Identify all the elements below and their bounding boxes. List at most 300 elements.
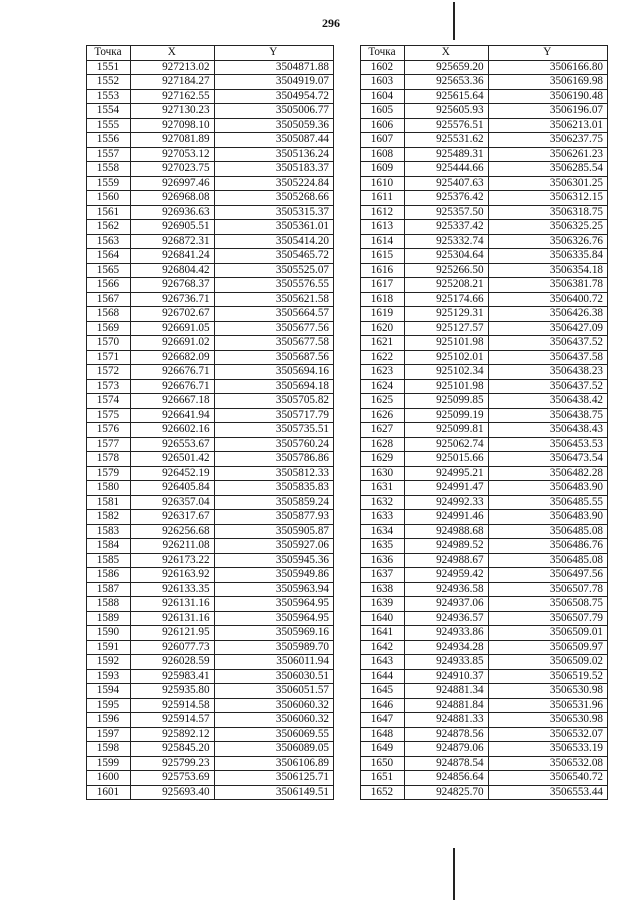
cell-x: 925129.31 bbox=[404, 307, 488, 322]
cell-x: 926553.67 bbox=[130, 437, 214, 452]
table-row bbox=[87, 582, 334, 597]
cell-x: 925914.57 bbox=[130, 713, 214, 728]
cell-y: 3506011.94 bbox=[214, 655, 333, 670]
cell-point: 1637 bbox=[361, 568, 405, 583]
cell-point: 1612 bbox=[361, 205, 405, 220]
cell-x: 926121.95 bbox=[130, 626, 214, 641]
cell-x: 926936.63 bbox=[130, 205, 214, 220]
table-row bbox=[361, 118, 608, 133]
cell-y: 3506125.71 bbox=[214, 771, 333, 786]
cell-x: 925659.20 bbox=[404, 60, 488, 75]
cell-point: 1598 bbox=[87, 742, 131, 757]
cell-y: 3505687.56 bbox=[214, 350, 333, 365]
cell-x: 926211.08 bbox=[130, 539, 214, 554]
cell-x: 925357.50 bbox=[404, 205, 488, 220]
cell-x: 926682.09 bbox=[130, 350, 214, 365]
cell-point: 1563 bbox=[87, 234, 131, 249]
cell-point: 1627 bbox=[361, 423, 405, 438]
cell-point: 1609 bbox=[361, 162, 405, 177]
table-row bbox=[87, 553, 334, 568]
cell-point: 1568 bbox=[87, 307, 131, 322]
cell-y: 3506453.53 bbox=[488, 437, 607, 452]
table-row bbox=[87, 307, 334, 322]
cell-x: 925101.98 bbox=[404, 379, 488, 394]
cell-point: 1649 bbox=[361, 742, 405, 757]
cell-point: 1588 bbox=[87, 597, 131, 612]
cell-x: 924878.56 bbox=[404, 727, 488, 742]
table-row bbox=[361, 727, 608, 742]
cell-y: 3506237.75 bbox=[488, 133, 607, 148]
cell-point: 1604 bbox=[361, 89, 405, 104]
cell-point: 1583 bbox=[87, 524, 131, 539]
table-row bbox=[87, 89, 334, 104]
cell-point: 1651 bbox=[361, 771, 405, 786]
cell-x: 925208.21 bbox=[404, 278, 488, 293]
table-row bbox=[87, 278, 334, 293]
cell-y: 3505465.72 bbox=[214, 249, 333, 264]
table-row bbox=[87, 597, 334, 612]
cell-x: 924910.37 bbox=[404, 669, 488, 684]
cell-x: 924988.68 bbox=[404, 524, 488, 539]
cell-point: 1610 bbox=[361, 176, 405, 191]
cell-y: 3506485.08 bbox=[488, 524, 607, 539]
cell-x: 926028.59 bbox=[130, 655, 214, 670]
cell-point: 1624 bbox=[361, 379, 405, 394]
cell-x: 926676.71 bbox=[130, 365, 214, 380]
cell-point: 1640 bbox=[361, 611, 405, 626]
cell-x: 924881.33 bbox=[404, 713, 488, 728]
cell-y: 3505136.24 bbox=[214, 147, 333, 162]
cell-x: 926768.37 bbox=[130, 278, 214, 293]
cell-y: 3506312.15 bbox=[488, 191, 607, 206]
cell-y: 3505735.51 bbox=[214, 423, 333, 438]
table-row bbox=[361, 698, 608, 713]
cell-y: 3505945.36 bbox=[214, 553, 333, 568]
cell-point: 1566 bbox=[87, 278, 131, 293]
cell-x: 924881.34 bbox=[404, 684, 488, 699]
cell-x: 927023.75 bbox=[130, 162, 214, 177]
table-row bbox=[87, 626, 334, 641]
table-row bbox=[361, 249, 608, 264]
cell-x: 924878.54 bbox=[404, 756, 488, 771]
margin-line-top bbox=[453, 2, 455, 40]
cell-point: 1601 bbox=[87, 785, 131, 800]
table-row bbox=[87, 60, 334, 75]
cell-y: 3505812.33 bbox=[214, 466, 333, 481]
cell-point: 1595 bbox=[87, 698, 131, 713]
cell-y: 3505760.24 bbox=[214, 437, 333, 452]
cell-point: 1591 bbox=[87, 640, 131, 655]
table-row bbox=[361, 437, 608, 452]
cell-x: 924989.52 bbox=[404, 539, 488, 554]
cell-point: 1555 bbox=[87, 118, 131, 133]
table-row bbox=[87, 423, 334, 438]
cell-y: 3506285.54 bbox=[488, 162, 607, 177]
cell-x: 925127.57 bbox=[404, 321, 488, 336]
cell-point: 1587 bbox=[87, 582, 131, 597]
cell-y: 3506438.43 bbox=[488, 423, 607, 438]
cell-point: 1616 bbox=[361, 263, 405, 278]
table-header-row bbox=[87, 46, 334, 61]
table-row bbox=[361, 234, 608, 249]
table-row bbox=[361, 626, 608, 641]
table-row bbox=[361, 713, 608, 728]
cell-y: 3506483.90 bbox=[488, 481, 607, 496]
cell-x: 925174.66 bbox=[404, 292, 488, 307]
table-row bbox=[361, 423, 608, 438]
cell-point: 1631 bbox=[361, 481, 405, 496]
cell-point: 1594 bbox=[87, 684, 131, 699]
cell-y: 3506438.42 bbox=[488, 394, 607, 409]
cell-x: 926501.42 bbox=[130, 452, 214, 467]
cell-y: 3505677.56 bbox=[214, 321, 333, 336]
table-row bbox=[87, 191, 334, 206]
cell-x: 925332.74 bbox=[404, 234, 488, 249]
cell-y: 3506089.05 bbox=[214, 742, 333, 757]
table-row bbox=[361, 756, 608, 771]
cell-x: 926077.73 bbox=[130, 640, 214, 655]
cell-point: 1599 bbox=[87, 756, 131, 771]
table-row bbox=[87, 669, 334, 684]
table-row bbox=[87, 104, 334, 119]
table-row bbox=[361, 220, 608, 235]
cell-point: 1596 bbox=[87, 713, 131, 728]
cell-y: 3506437.58 bbox=[488, 350, 607, 365]
table-row bbox=[361, 147, 608, 162]
table-row bbox=[361, 191, 608, 206]
table-row bbox=[87, 640, 334, 655]
cell-point: 1561 bbox=[87, 205, 131, 220]
cell-y: 3506509.02 bbox=[488, 655, 607, 670]
table-row bbox=[361, 60, 608, 75]
cell-point: 1614 bbox=[361, 234, 405, 249]
cell-x: 924936.58 bbox=[404, 582, 488, 597]
cell-y: 3506190.48 bbox=[488, 89, 607, 104]
coordinates-table-left bbox=[86, 45, 334, 800]
table-row bbox=[87, 481, 334, 496]
cell-y: 3505964.95 bbox=[214, 611, 333, 626]
cell-y: 3506060.32 bbox=[214, 698, 333, 713]
cell-x: 926131.16 bbox=[130, 611, 214, 626]
cell-y: 3505414.20 bbox=[214, 234, 333, 249]
cell-x: 924825.70 bbox=[404, 785, 488, 800]
cell-x: 925914.58 bbox=[130, 698, 214, 713]
cell-point: 1553 bbox=[87, 89, 131, 104]
cell-x: 924879.06 bbox=[404, 742, 488, 757]
table-row bbox=[361, 104, 608, 119]
table-row bbox=[87, 379, 334, 394]
cell-point: 1581 bbox=[87, 495, 131, 510]
cell-point: 1650 bbox=[361, 756, 405, 771]
table-row bbox=[361, 684, 608, 699]
table-row bbox=[87, 220, 334, 235]
table-row bbox=[87, 147, 334, 162]
cell-point: 1580 bbox=[87, 481, 131, 496]
cell-x: 925407.63 bbox=[404, 176, 488, 191]
coordinates-table-right bbox=[360, 45, 608, 800]
table-row bbox=[361, 785, 608, 800]
cell-point: 1551 bbox=[87, 60, 131, 75]
cell-x: 926872.31 bbox=[130, 234, 214, 249]
cell-x: 926676.71 bbox=[130, 379, 214, 394]
cell-point: 1602 bbox=[361, 60, 405, 75]
table-row bbox=[361, 278, 608, 293]
cell-x: 927213.02 bbox=[130, 60, 214, 75]
cell-point: 1646 bbox=[361, 698, 405, 713]
cell-point: 1570 bbox=[87, 336, 131, 351]
cell-point: 1606 bbox=[361, 118, 405, 133]
table-row bbox=[361, 307, 608, 322]
cell-point: 1585 bbox=[87, 553, 131, 568]
cell-x: 924991.47 bbox=[404, 481, 488, 496]
cell-y: 3505877.93 bbox=[214, 510, 333, 525]
cell-point: 1620 bbox=[361, 321, 405, 336]
cell-x: 926997.46 bbox=[130, 176, 214, 191]
cell-point: 1582 bbox=[87, 510, 131, 525]
table-row bbox=[361, 611, 608, 626]
cell-point: 1597 bbox=[87, 727, 131, 742]
cell-point: 1554 bbox=[87, 104, 131, 119]
cell-point: 1639 bbox=[361, 597, 405, 612]
cell-point: 1600 bbox=[87, 771, 131, 786]
table-row bbox=[361, 89, 608, 104]
cell-y: 3506030.51 bbox=[214, 669, 333, 684]
table-row bbox=[361, 568, 608, 583]
cell-point: 1644 bbox=[361, 669, 405, 684]
cell-x: 926691.05 bbox=[130, 321, 214, 336]
cell-x: 924995.21 bbox=[404, 466, 488, 481]
table-row bbox=[361, 365, 608, 380]
cell-point: 1636 bbox=[361, 553, 405, 568]
table-row bbox=[361, 394, 608, 409]
table-row bbox=[87, 742, 334, 757]
column-header-x: X bbox=[404, 46, 488, 61]
cell-x: 927184.27 bbox=[130, 75, 214, 90]
cell-y: 3505694.16 bbox=[214, 365, 333, 380]
cell-x: 926317.67 bbox=[130, 510, 214, 525]
cell-point: 1603 bbox=[361, 75, 405, 90]
cell-point: 1584 bbox=[87, 539, 131, 554]
cell-point: 1642 bbox=[361, 640, 405, 655]
cell-y: 3504954.72 bbox=[214, 89, 333, 104]
cell-y: 3505859.24 bbox=[214, 495, 333, 510]
cell-x: 925102.01 bbox=[404, 350, 488, 365]
cell-x: 927081.89 bbox=[130, 133, 214, 148]
cell-x: 926736.71 bbox=[130, 292, 214, 307]
cell-point: 1579 bbox=[87, 466, 131, 481]
cell-y: 3506509.97 bbox=[488, 640, 607, 655]
cell-y: 3506437.52 bbox=[488, 336, 607, 351]
cell-point: 1552 bbox=[87, 75, 131, 90]
cell-y: 3505087.44 bbox=[214, 133, 333, 148]
cell-x: 926452.19 bbox=[130, 466, 214, 481]
cell-y: 3504871.88 bbox=[214, 60, 333, 75]
cell-point: 1621 bbox=[361, 336, 405, 351]
cell-y: 3505224.84 bbox=[214, 176, 333, 191]
cell-x: 924934.28 bbox=[404, 640, 488, 655]
column-header-x: X bbox=[130, 46, 214, 61]
table-row bbox=[361, 597, 608, 612]
cell-x: 926968.08 bbox=[130, 191, 214, 206]
cell-x: 926691.02 bbox=[130, 336, 214, 351]
cell-x: 925892.12 bbox=[130, 727, 214, 742]
table-row bbox=[361, 379, 608, 394]
cell-x: 924988.67 bbox=[404, 553, 488, 568]
table-row bbox=[87, 336, 334, 351]
cell-x: 925266.50 bbox=[404, 263, 488, 278]
cell-point: 1635 bbox=[361, 539, 405, 554]
cell-y: 3506553.44 bbox=[488, 785, 607, 800]
cell-point: 1576 bbox=[87, 423, 131, 438]
cell-y: 3505525.07 bbox=[214, 263, 333, 278]
table-row bbox=[87, 466, 334, 481]
cell-x: 925693.40 bbox=[130, 785, 214, 800]
column-header-y: Y bbox=[488, 46, 607, 61]
cell-point: 1634 bbox=[361, 524, 405, 539]
cell-y: 3506532.07 bbox=[488, 727, 607, 742]
page-number: 296 bbox=[322, 16, 340, 30]
cell-x: 925531.62 bbox=[404, 133, 488, 148]
cell-x: 925935.80 bbox=[130, 684, 214, 699]
cell-y: 3505315.37 bbox=[214, 205, 333, 220]
cell-y: 3506060.32 bbox=[214, 713, 333, 728]
table-row bbox=[361, 466, 608, 481]
cell-x: 925102.34 bbox=[404, 365, 488, 380]
table-row bbox=[87, 394, 334, 409]
table-row bbox=[87, 568, 334, 583]
cell-point: 1575 bbox=[87, 408, 131, 423]
cell-point: 1557 bbox=[87, 147, 131, 162]
cell-y: 3506486.76 bbox=[488, 539, 607, 554]
cell-y: 3505183.37 bbox=[214, 162, 333, 177]
cell-point: 1590 bbox=[87, 626, 131, 641]
table-row bbox=[87, 162, 334, 177]
cell-x: 925653.36 bbox=[404, 75, 488, 90]
cell-y: 3506301.25 bbox=[488, 176, 607, 191]
cell-point: 1560 bbox=[87, 191, 131, 206]
cell-y: 3506438.23 bbox=[488, 365, 607, 380]
cell-point: 1618 bbox=[361, 292, 405, 307]
cell-y: 3506485.55 bbox=[488, 495, 607, 510]
cell-x: 927162.55 bbox=[130, 89, 214, 104]
cell-y: 3506354.18 bbox=[488, 263, 607, 278]
table-row bbox=[361, 292, 608, 307]
cell-y: 3506530.98 bbox=[488, 713, 607, 728]
cell-y: 3505927.06 bbox=[214, 539, 333, 554]
table-row bbox=[361, 524, 608, 539]
cell-x: 926256.68 bbox=[130, 524, 214, 539]
cell-point: 1641 bbox=[361, 626, 405, 641]
cell-y: 3506497.56 bbox=[488, 568, 607, 583]
cell-point: 1628 bbox=[361, 437, 405, 452]
table-row bbox=[87, 684, 334, 699]
cell-x: 927053.12 bbox=[130, 147, 214, 162]
table-row bbox=[361, 655, 608, 670]
cell-y: 3505059.36 bbox=[214, 118, 333, 133]
cell-x: 924881.84 bbox=[404, 698, 488, 713]
cell-y: 3506485.08 bbox=[488, 553, 607, 568]
table-row bbox=[87, 785, 334, 800]
cell-x: 925099.19 bbox=[404, 408, 488, 423]
table-row bbox=[361, 263, 608, 278]
cell-y: 3505621.58 bbox=[214, 292, 333, 307]
cell-point: 1574 bbox=[87, 394, 131, 409]
cell-y: 3506532.08 bbox=[488, 756, 607, 771]
cell-x: 925099.81 bbox=[404, 423, 488, 438]
cell-point: 1629 bbox=[361, 452, 405, 467]
table-row bbox=[87, 321, 334, 336]
table-row bbox=[361, 742, 608, 757]
cell-point: 1647 bbox=[361, 713, 405, 728]
cell-point: 1573 bbox=[87, 379, 131, 394]
cell-point: 1623 bbox=[361, 365, 405, 380]
cell-y: 3506326.76 bbox=[488, 234, 607, 249]
column-header-point: Точка bbox=[87, 46, 131, 61]
column-header-point: Точка bbox=[361, 46, 405, 61]
table-row bbox=[361, 162, 608, 177]
cell-y: 3504919.07 bbox=[214, 75, 333, 90]
table-row bbox=[87, 611, 334, 626]
cell-y: 3506437.52 bbox=[488, 379, 607, 394]
table-row bbox=[361, 336, 608, 351]
cell-x: 925337.42 bbox=[404, 220, 488, 235]
cell-x: 925605.93 bbox=[404, 104, 488, 119]
cell-point: 1571 bbox=[87, 350, 131, 365]
cell-y: 3505717.79 bbox=[214, 408, 333, 423]
table-row bbox=[361, 205, 608, 220]
cell-x: 926163.92 bbox=[130, 568, 214, 583]
cell-x: 924936.57 bbox=[404, 611, 488, 626]
cell-x: 926804.42 bbox=[130, 263, 214, 278]
table-header-row bbox=[361, 46, 608, 61]
cell-x: 924856.64 bbox=[404, 771, 488, 786]
table-row bbox=[87, 539, 334, 554]
cell-y: 3506106.89 bbox=[214, 756, 333, 771]
cell-y: 3506507.79 bbox=[488, 611, 607, 626]
cell-point: 1617 bbox=[361, 278, 405, 293]
table-row bbox=[361, 75, 608, 90]
cell-x: 924991.46 bbox=[404, 510, 488, 525]
cell-x: 926131.16 bbox=[130, 597, 214, 612]
table-row bbox=[361, 640, 608, 655]
table-row bbox=[361, 553, 608, 568]
cell-point: 1589 bbox=[87, 611, 131, 626]
cell-y: 3505989.70 bbox=[214, 640, 333, 655]
cell-y: 3506540.72 bbox=[488, 771, 607, 786]
cell-x: 926602.16 bbox=[130, 423, 214, 438]
cell-y: 3506166.80 bbox=[488, 60, 607, 75]
cell-y: 3505006.77 bbox=[214, 104, 333, 119]
table-row bbox=[87, 655, 334, 670]
cell-point: 1652 bbox=[361, 785, 405, 800]
cell-point: 1586 bbox=[87, 568, 131, 583]
table-row bbox=[361, 539, 608, 554]
cell-point: 1633 bbox=[361, 510, 405, 525]
cell-y: 3505964.95 bbox=[214, 597, 333, 612]
cell-x: 925799.23 bbox=[130, 756, 214, 771]
cell-y: 3506400.72 bbox=[488, 292, 607, 307]
cell-point: 1567 bbox=[87, 292, 131, 307]
table-row bbox=[87, 698, 334, 713]
cell-y: 3506483.90 bbox=[488, 510, 607, 525]
cell-y: 3505786.86 bbox=[214, 452, 333, 467]
cell-point: 1605 bbox=[361, 104, 405, 119]
cell-y: 3505949.86 bbox=[214, 568, 333, 583]
cell-x: 925753.69 bbox=[130, 771, 214, 786]
table-row bbox=[87, 249, 334, 264]
cell-x: 925615.64 bbox=[404, 89, 488, 104]
table-row bbox=[87, 176, 334, 191]
